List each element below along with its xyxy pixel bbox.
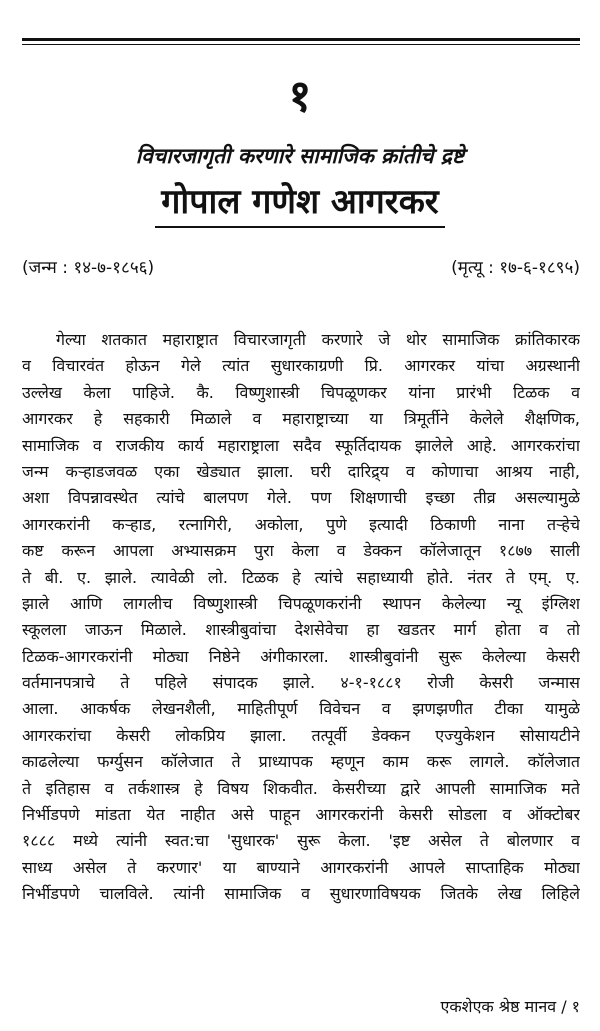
body-line: अशा विपन्नावस्थेत त्यांचे बालपण गेले. पण शिक्षणाची इच्छा तीव्र असल्यामुळे [22, 488, 580, 508]
body-line: जन्म कऱ्हाडजवळ एका खेड्यात झाला. घरी दारिद्र्य व कोणाचा आश्रय नाही, [22, 461, 580, 481]
body-line: टिळक-आगरकरांनी मोठ्या निष्ठेने अंगीकारला. शास्त्रीबुवांनी सुरू केलेल्या केसरी [22, 646, 580, 666]
body-line: आगरकरांचा केसरी लोकप्रिय झाला. तत्पूर्वी डेक्कन एज्युकेशन सोसायटीने [22, 725, 580, 745]
top-rule-thick [22, 38, 580, 41]
top-rule-thin [22, 44, 580, 45]
body-line: १८८८ मध्ये त्यांनी स्वत:चा 'सुधारक' सुरू केला. 'इष्ट असेल ते बोलणार व [22, 831, 580, 851]
body-line: गेल्या शतकात महाराष्ट्रात विचारजागृती करणारे जे थोर सामाजिक क्रांतिकारक [56, 330, 580, 349]
body-line: आला. आकर्षक लेखनशैली, माहितीपूर्ण विवेचन व झणझणीत टीका यामुळे [22, 699, 580, 719]
life-dates [22, 256, 580, 280]
body-line: स्कूलला जाऊन मिळाले. शास्त्रीबुवांचा देशसेवेचा हा खडतर मार्ग होता व तो [22, 620, 580, 640]
body-line: काढलेल्या फर्ग्युसन कॉलेजात ते प्राध्यापक म्हणून काम करू लागले. कॉलेजात [22, 752, 580, 772]
body-line: निर्भीडपणे चालविले. त्यांनी सामाजिक व सुधारणाविषयक जितके लेख लिहिले [22, 884, 580, 904]
body-line: निर्भीडपणे मांडता येत नाहीत असे पाहून आगरकरांनी केसरी सोडला व ऑक्टोबर [22, 805, 580, 825]
body-line: आगरकरांनी कऱ्हाड, रत्नागिरी, अकोला, पुणे इत्यादी ठिकाणी नाना तऱ्हेचे [22, 514, 580, 534]
body-paragraph [22, 327, 580, 908]
chapter-title [0, 180, 600, 228]
body-line: कष्ट करून आपला अभ्यासक्रम पुरा केला व डेक्कन कॉलेजातून १८७७ साली [22, 541, 580, 561]
body-line: सामाजिक व राजकीय कार्य महाराष्ट्राला सदैव स्फूर्तिदायक झालेले आहे. आगरकरांचा [22, 435, 580, 455]
body-line: ते बी. ए. झाले. त्यावेळी लो. टिळक हे त्यांचे सहाध्यायी होते. नंतर ते एम्. ए. [22, 567, 580, 587]
death-date: (मृत्यू : १७-६-१८९५) [451, 258, 580, 278]
chapter-number: १ [288, 71, 312, 122]
chapter-title-text: गोपाल गणेश आगरकर [155, 180, 444, 228]
birth-date: (जन्म : १४-७-१८५६) [22, 258, 155, 278]
chapter-subtitle: विचारजागृती करणारे सामाजिक क्रांतीचे द्रष्टे [135, 144, 465, 168]
body-line: उल्लेख केला पाहिजे. कै. विष्णुशास्त्री चिपळूणकर यांना प्रारंभी टिळक व [22, 382, 580, 402]
body-line: व विचारवंत होऊन गेले त्यांत सुधारकाग्रणी प्रि. आगरकर यांचा अग्रस्थानी [22, 356, 580, 376]
body-line: झाले आणि लागलीच विष्णुशास्त्री चिपळूणकरांनी स्थापन केलेल्या न्यू इंग्लिश [22, 593, 580, 613]
body-line: साध्य असेल ते करणार' या बाण्याने आगरकरांनी आपले साप्ताहिक मोठ्या [22, 857, 580, 877]
body-line: ते इतिहास व तर्कशास्त्र हे विषय शिकवीत. केसरीच्या द्वारे आपली सामाजिक मते [22, 778, 580, 798]
body-line: वर्तमानपत्राचे ते पहिले संपादक झाले. ४-१-१८८१ रोजी केसरी जन्मास [22, 673, 580, 693]
body-line: आगरकर हे सहकारी मिळाले व महाराष्ट्राच्या या त्रिमूर्तीने केलेले शैक्षणिक, [22, 409, 580, 429]
page-footer: एकशेएक श्रेष्ठ मानव / १ [440, 997, 580, 1016]
